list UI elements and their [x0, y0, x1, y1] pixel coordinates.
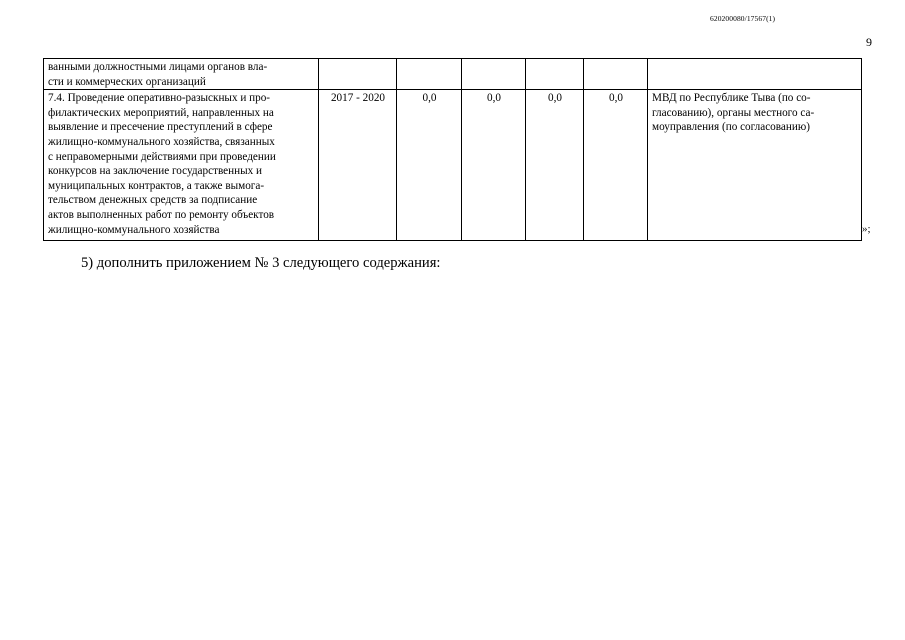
executor-cell — [648, 59, 862, 90]
executor-line: гласованию), органы местного са- — [652, 106, 815, 119]
measure-description-line: сти и коммерческих организаций — [48, 75, 206, 88]
table-row — [44, 59, 862, 90]
funding-value-cell: 0,0 — [584, 90, 648, 241]
funding-value-cell: 0,0 — [462, 90, 526, 241]
executor-line: моуправления (по согласованию) — [652, 121, 810, 134]
program-table — [43, 58, 862, 241]
executor-line: МВД по Республике Тыва (по со- — [652, 92, 811, 105]
page-number: 9 — [866, 35, 872, 49]
measure-description-cell — [44, 59, 319, 90]
measure-description-line: выявление и пресечение преступлений в сфере — [48, 121, 273, 134]
measure-description-line: тельством денежных средств за подписание — [48, 194, 258, 207]
measure-description-line: с неправомерными действиями при проведении — [48, 150, 276, 163]
funding-value-cell: 0,0 — [397, 90, 462, 241]
measure-description-line: 7.4. Проведение оперативно-разыскных и про- — [48, 92, 271, 105]
executor-cell — [648, 90, 862, 241]
measure-description-line: жилищно-коммунального хозяйства — [48, 223, 220, 236]
table-row — [44, 90, 862, 241]
measure-description-line: филактических мероприятий, направленных на — [48, 106, 274, 119]
measure-description-cell — [44, 90, 319, 241]
measure-description-line: актов выполненных работ по ремонту объектов — [48, 208, 275, 221]
closing-quote: »; — [862, 223, 871, 235]
amendment-paragraph: 5) дополнить приложением № 3 следующего содержания: — [81, 255, 441, 271]
document-code: 620200080/17567(1) — [710, 14, 776, 23]
measure-description-line: муниципальных контрактов, а также вымога- — [48, 179, 265, 192]
period-cell — [319, 59, 397, 90]
funding-value-cell — [397, 59, 462, 90]
funding-value-cell — [526, 59, 584, 90]
measure-description-line: ванными должностными лицами органов вла- — [48, 61, 268, 73]
measure-description-line: конкурсов на заключение государственных и — [48, 165, 263, 178]
period-cell: 2017 - 2020 — [319, 90, 397, 241]
funding-value-cell — [462, 59, 526, 90]
measure-description-line: жилищно-коммунального хозяйства, связанных — [48, 135, 275, 148]
funding-value-cell: 0,0 — [526, 90, 584, 241]
funding-value-cell — [584, 59, 648, 90]
table-body — [44, 59, 862, 241]
